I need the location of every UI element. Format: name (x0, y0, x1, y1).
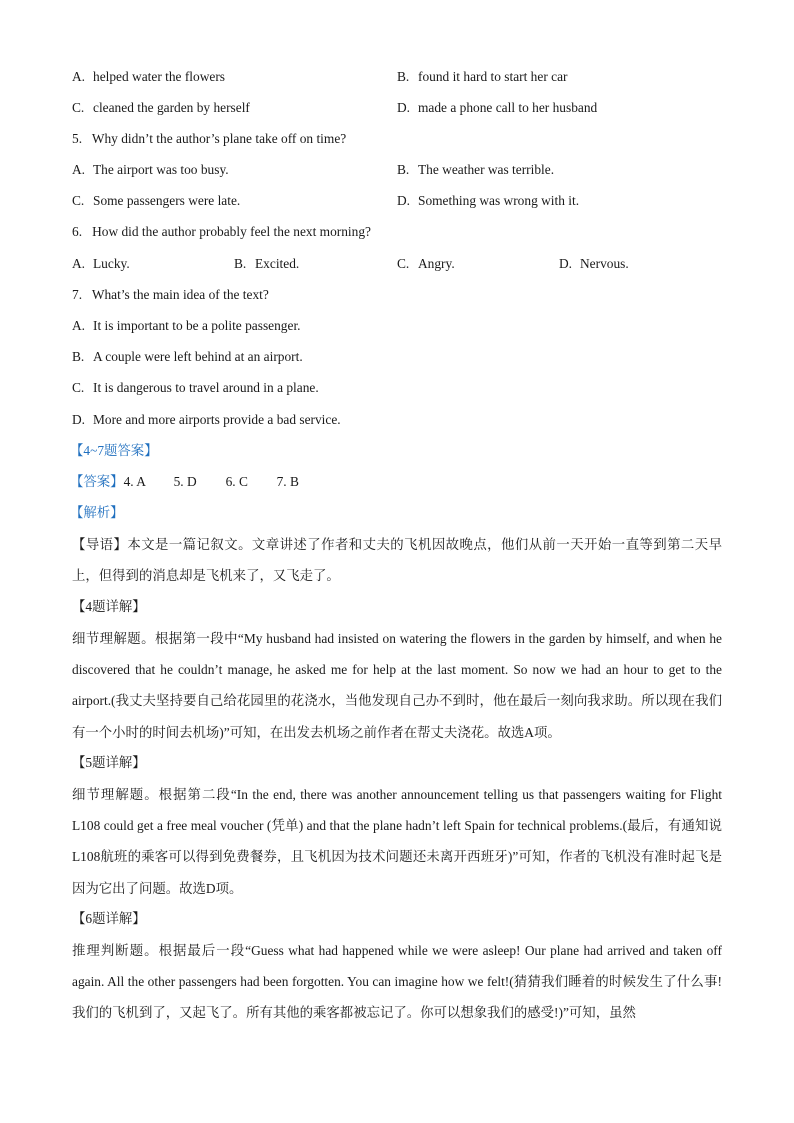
option-text: The airport was too busy. (93, 162, 229, 177)
option-label: C. (72, 193, 85, 208)
answer-7: 7. B (276, 474, 299, 489)
answer-4: 4. A (123, 474, 146, 489)
option-label: A. (72, 162, 86, 177)
option-label: B. (397, 69, 410, 84)
option-text: found it hard to start her car (418, 69, 568, 84)
q6-option-c (397, 254, 455, 274)
option-text: More and more airports provide a bad service. (93, 412, 341, 427)
option-label: A. (72, 69, 86, 84)
option-label: D. (397, 100, 411, 115)
option-text: It is dangerous to travel around in a plane. (93, 380, 319, 395)
intro-paragraph (72, 529, 722, 591)
q4-option-c (72, 98, 250, 118)
q5-stem: 5. Why didn’t the author’s plane take off on time? (72, 131, 347, 146)
q6-detail-paragraph: 推理判断题。根据最后一段“Guess what had happened while we were asleep! Our plane had arrived and taken off again. All the other passengers had been forgotten. You can imagine how we felt!(猜猜我们睡着的时候发生了什么事!我们的飞机到了，又起飞了。所有其他的乘客都被忘记了。你可以想象我们的感受!)”可知，虽然 (72, 943, 722, 1021)
option-label: C. (72, 100, 85, 115)
option-label: A. (72, 256, 86, 271)
q7-option-b (72, 347, 303, 367)
answer-section-header: 【4~7题答案】 (70, 443, 158, 458)
option-text: A couple were left behind at an airport. (93, 349, 303, 364)
option-label: D. (397, 193, 411, 208)
q5-detail-header: 【5题详解】 (72, 755, 146, 770)
option-text: Lucky. (93, 256, 130, 271)
q7-option-a (72, 316, 301, 336)
q5-detail-paragraph: 细节理解题。根据第二段“In the end, there was another announcement telling us that passengers waiting for Flight L108 could get a free meal voucher (凭单) and that the plane hadn’t left Spain for technical problems.(最后，有通知说L108航班的乘客可以得到免费餐券，且飞机因为技术问题还未离开西班牙)”可知，作者的飞机没有准时起飞是因为它出了问题。故选D项。 (72, 787, 722, 896)
option-text: Nervous. (580, 256, 629, 271)
answer-5: 5. D (173, 474, 197, 489)
answer-tag: 【答案】 (70, 474, 124, 489)
q6-detail-header: 【6题详解】 (72, 911, 146, 926)
option-label: C. (397, 256, 410, 271)
option-text: Something was wrong with it. (418, 193, 580, 208)
option-text: cleaned the garden by herself (93, 100, 250, 115)
option-text: Excited. (255, 256, 300, 271)
option-text: made a phone call to her husband (418, 100, 598, 115)
option-text: Angry. (418, 256, 455, 271)
q6-option-b (234, 254, 299, 274)
q4-option-a (72, 67, 225, 87)
q4-option-b (397, 67, 567, 87)
option-label: C. (72, 380, 85, 395)
answer-line (70, 472, 299, 492)
intro-text: 本文是一篇记叙文。文章讲述了作者和丈夫的飞机因故晚点，他们从前一天开始一直等到第二天早上，但得到的消息却是飞机来了，又飞走了。 (72, 537, 722, 584)
q5-option-b (397, 160, 554, 180)
option-label: D. (559, 256, 573, 271)
q5-option-d (397, 191, 579, 211)
option-label: B. (72, 349, 85, 364)
option-text: The weather was terrible. (418, 162, 555, 177)
option-label: D. (72, 412, 86, 427)
q6-option-d (559, 254, 629, 274)
q5-option-a (72, 160, 229, 180)
q6-option-a (72, 254, 130, 274)
option-label: B. (397, 162, 410, 177)
answer-6: 6. C (225, 474, 248, 489)
option-text: helped water the flowers (93, 69, 225, 84)
analysis-tag: 【解析】 (70, 505, 124, 520)
option-label: B. (234, 256, 247, 271)
q6-stem: 6. How did the author probably feel the next morning? (72, 224, 371, 239)
q7-stem: 7. What’s the main idea of the text? (72, 287, 269, 302)
option-label: A. (72, 318, 86, 333)
q4-option-d (397, 98, 597, 118)
option-text: It is important to be a polite passenger. (93, 318, 301, 333)
q7-option-c (72, 378, 319, 398)
q7-option-d (72, 410, 341, 430)
q5-option-c (72, 191, 240, 211)
intro-tag: 【导语】 (72, 537, 128, 552)
option-text: Some passengers were late. (93, 193, 241, 208)
q4-detail-header: 【4题详解】 (72, 599, 146, 614)
q4-detail-paragraph: 细节理解题。根据第一段中“My husband had insisted on watering the flowers in the garden by himself, and when he discovered that he couldn’t manage, he asked me for help at the last moment. So now we had an hour to get to the airport.(我丈夫坚持要自己给花园里的花浇水，当他发现自己办不到时，他在最后一刻向我求助。所以现在我们有一个小时的时间去机场)”可知，在出发去机场之前作者在帮丈夫浇花。故选A项。 (72, 631, 722, 740)
